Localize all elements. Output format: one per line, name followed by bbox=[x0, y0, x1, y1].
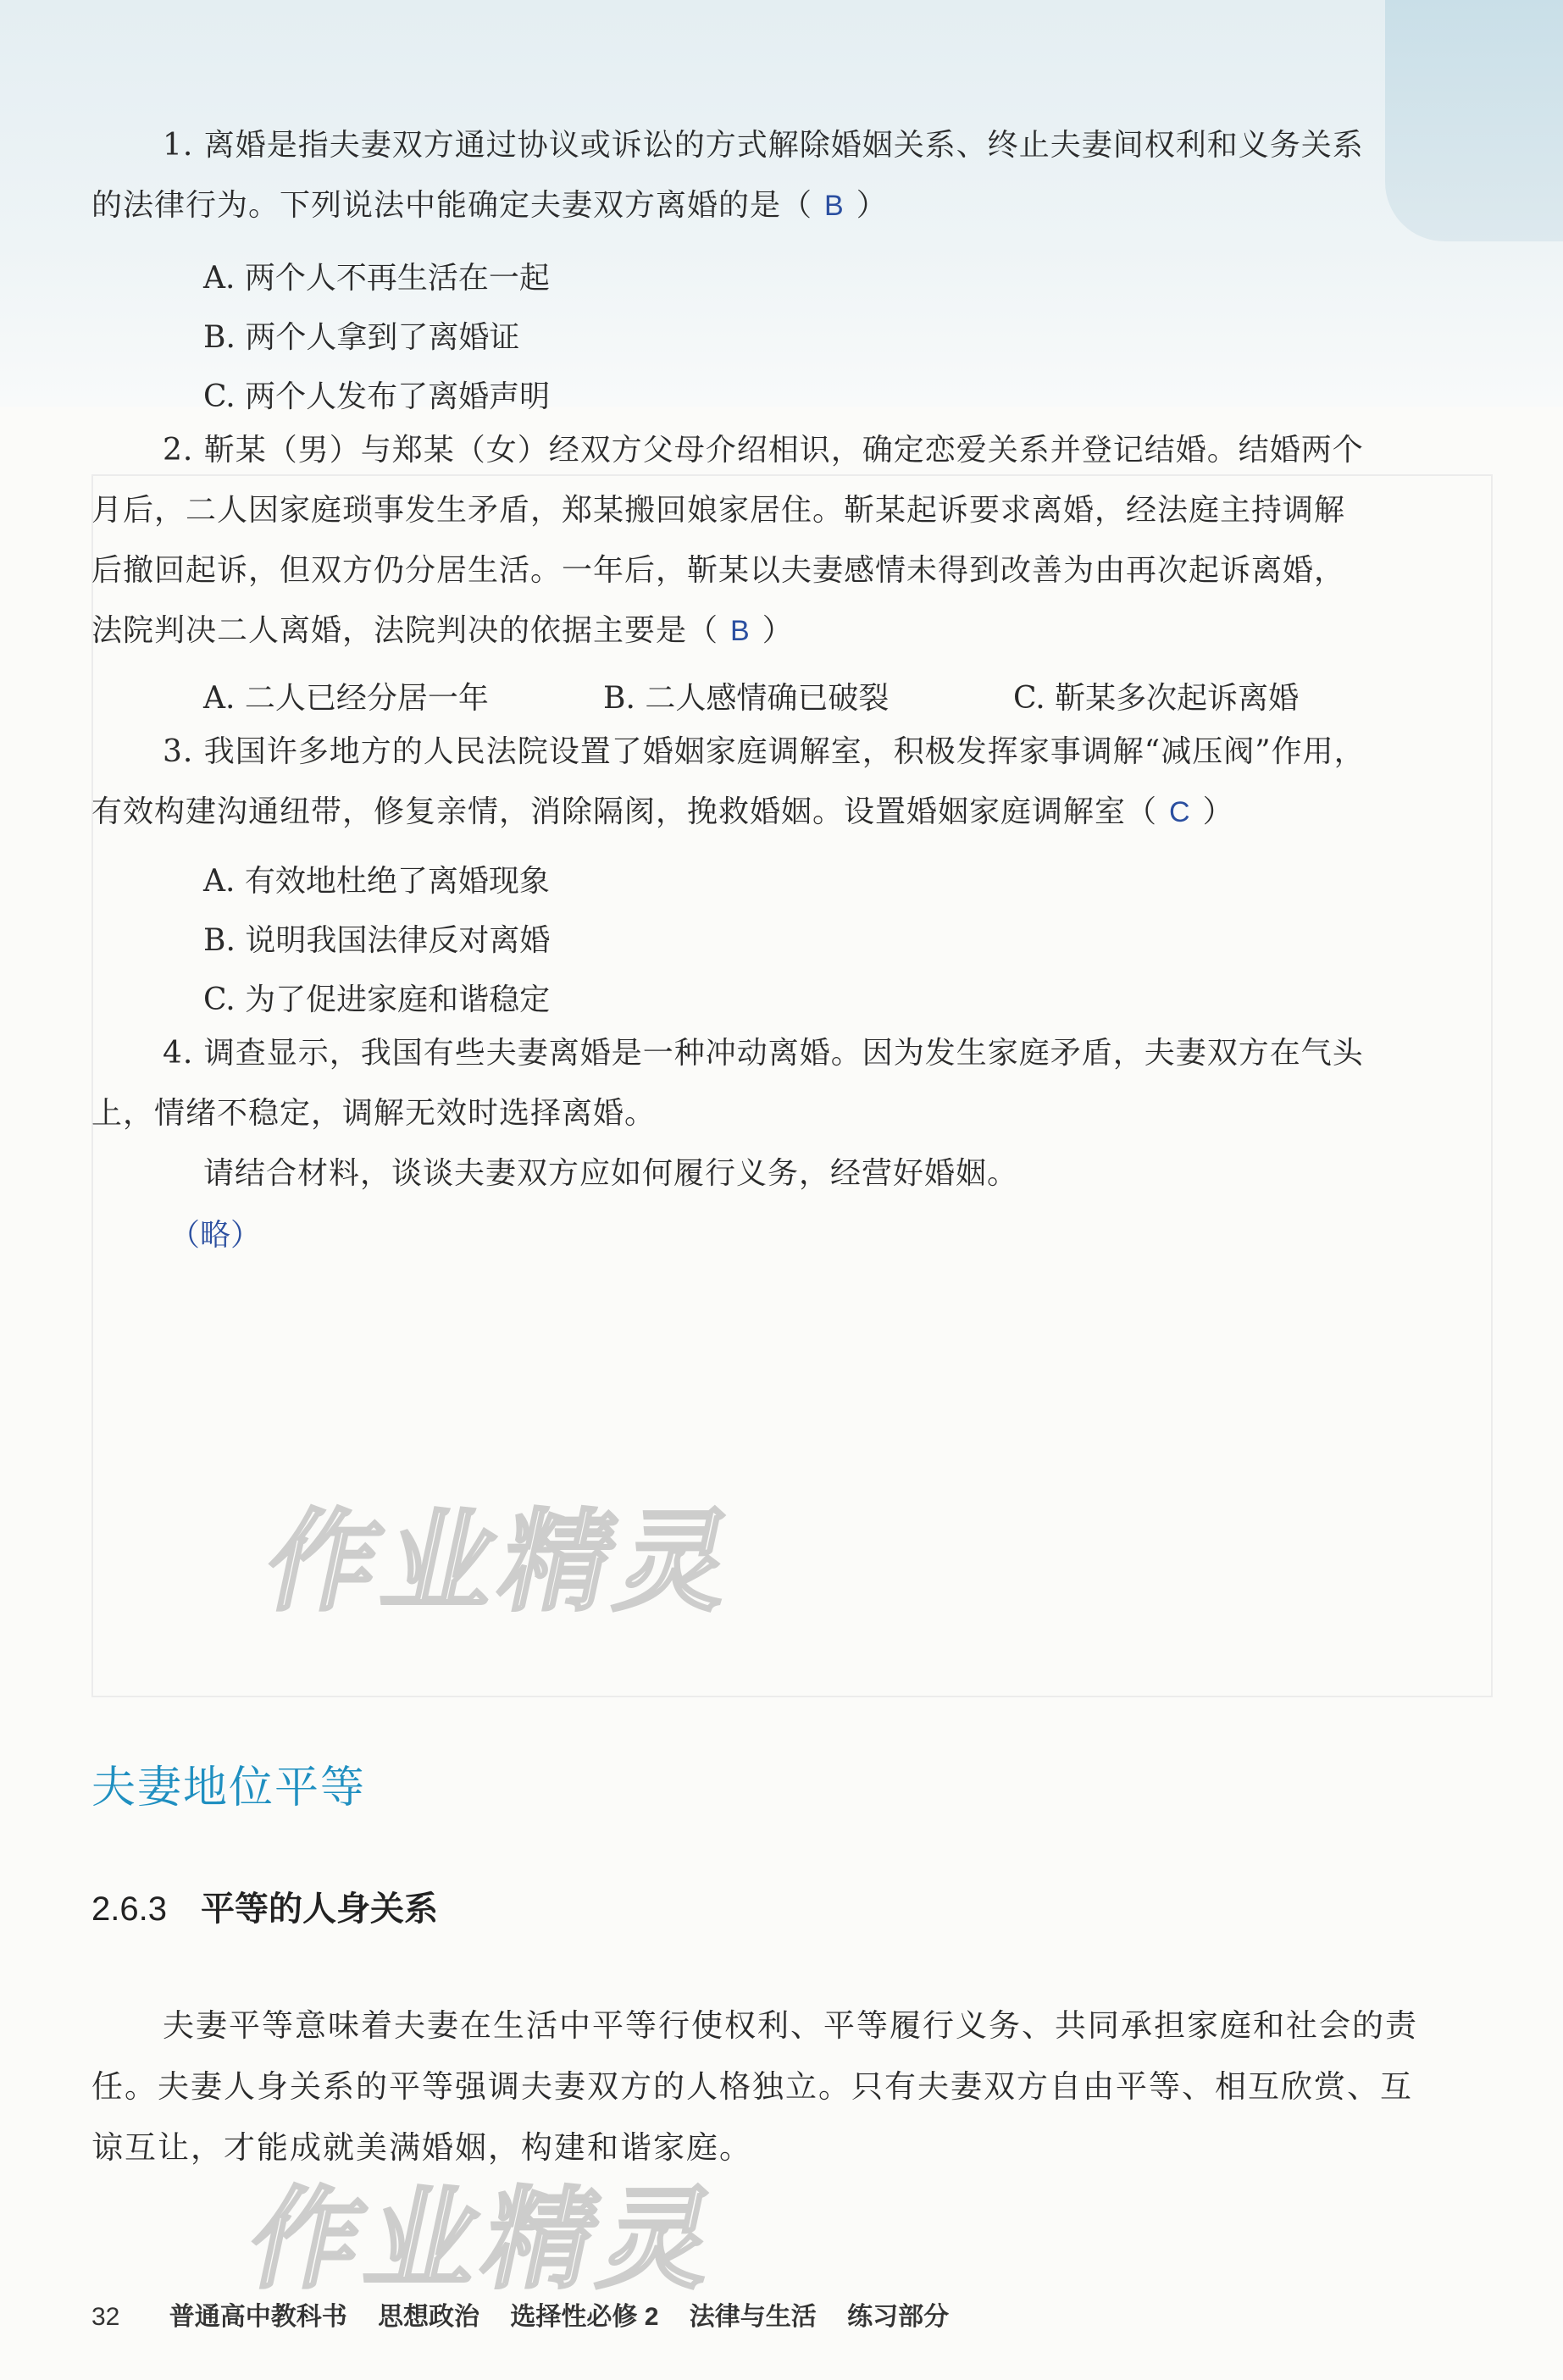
question-2-option-b: B. 二人感情确已破裂 bbox=[603, 681, 890, 716]
question-2-option-c: C. 靳某多次起诉离婚 bbox=[1013, 681, 1300, 716]
question-1-answer: B bbox=[824, 190, 845, 222]
watermark: 作业精灵 bbox=[255, 1497, 751, 1626]
question-2-option-a: A. 二人已经分居一年 bbox=[203, 681, 489, 716]
body-line-3: 谅互让，才能成就美满婚姻，构建和谐家庭。 bbox=[91, 2129, 752, 2166]
question-2-answer: B bbox=[730, 615, 751, 647]
question-2-line-4: 法院判决二人离婚，法院判决的依据主要是（ B ） bbox=[91, 613, 794, 648]
question-1-option-a: A. 两个人不再生活在一起 bbox=[203, 261, 550, 296]
question-3-option-b: B. 说明我国法律反对离婚 bbox=[203, 923, 551, 958]
question-4-line-3: 请结合材料，谈谈夫妻双方应如何履行义务，经营好婚姻。 bbox=[203, 1156, 1019, 1191]
question-2-line-2: 月后，二人因家庭琐事发生矛盾，郑某搬回娘家居住。靳某起诉要求离婚，经法庭主持调解 bbox=[91, 493, 1346, 528]
subsection-title: 平等的人身关系 bbox=[200, 1890, 438, 1928]
body-line-1: 夫妻平等意味着夫妻在生活中平等行使权利、平等履行义务、共同承担家庭和社会的责 bbox=[163, 2007, 1418, 2044]
page-number: 32 bbox=[91, 2303, 120, 2331]
question-1 bbox=[91, 115, 1364, 236]
question-3-line-2: 有效构建沟通纽带，修复亲情，消除隔阂，挽救婚姻。设置婚姻家庭调解室（ C ） bbox=[91, 794, 1234, 829]
question-3-option-c: C. 为了促进家庭和谐稳定 bbox=[203, 982, 551, 1017]
question-2 bbox=[91, 420, 1364, 661]
subsection-number: 2.6.3 bbox=[91, 1890, 167, 1928]
footer-part: 练习部分 bbox=[847, 2303, 950, 2331]
question-4-answer-note: （略） bbox=[169, 1218, 262, 1253]
question-1-option-b: B. 两个人拿到了离婚证 bbox=[203, 320, 520, 355]
question-2-line-1: 2. 靳某（男）与郑某（女）经双方父母介绍相识，确定恋爱关系并登记结婚。结婚两个 bbox=[163, 433, 1364, 468]
question-1-line-2: 的法律行为。下列说法中能确定夫妻双方离婚的是（ B ） bbox=[91, 188, 888, 223]
footer-book-title: 法律与生活 bbox=[689, 2303, 817, 2331]
question-2-line-3: 后撤回起诉，但双方仍分居生活。一年后，靳某以夫妻感情未得到改善为由再次起诉离婚， bbox=[91, 553, 1346, 588]
question-1-line-1: 1. 离婚是指夫妻双方通过协议或诉讼的方式解除婚姻关系、终止夫妻间权利和义务关系 bbox=[163, 128, 1364, 163]
question-3-answer: C bbox=[1169, 796, 1191, 828]
question-3 bbox=[91, 722, 1366, 843]
footer-book-type: 普通高中教科书 bbox=[169, 2303, 347, 2331]
question-3-option-a: A. 有效地杜绝了离婚现象 bbox=[203, 864, 550, 899]
body-paragraph bbox=[91, 1995, 1489, 2178]
corner-tab-decoration bbox=[1385, 0, 1563, 241]
footer-volume: 选择性必修 2 bbox=[510, 2303, 659, 2331]
question-4-line-2: 上，情绪不稳定，调解无效时选择离婚。 bbox=[91, 1096, 657, 1131]
question-1-option-c: C. 两个人发布了离婚声明 bbox=[203, 379, 551, 414]
section-title: 夫妻地位平等 bbox=[91, 1763, 367, 1813]
body-line-2: 任。夫妻人身关系的平等强调夫妻双方的人格独立。只有夫妻双方自由平等、相互欣赏、互 bbox=[91, 2068, 1413, 2105]
page-footer bbox=[91, 2295, 973, 2333]
footer-subject: 思想政治 bbox=[378, 2303, 480, 2331]
subsection-heading bbox=[91, 1882, 438, 1930]
question-4-line-1: 4. 调查显示，我国有些夫妻离婚是一种冲动离婚。因为发生家庭矛盾，夫妻双方在气头 bbox=[163, 1036, 1364, 1071]
watermark-footer: 作业精灵 bbox=[238, 2175, 734, 2304]
question-4 bbox=[91, 1023, 1364, 1204]
question-3-line-1: 3. 我国许多地方的人民法院设置了婚姻家庭调解室，积极发挥家事调解“减压阀”作用， bbox=[163, 734, 1366, 769]
